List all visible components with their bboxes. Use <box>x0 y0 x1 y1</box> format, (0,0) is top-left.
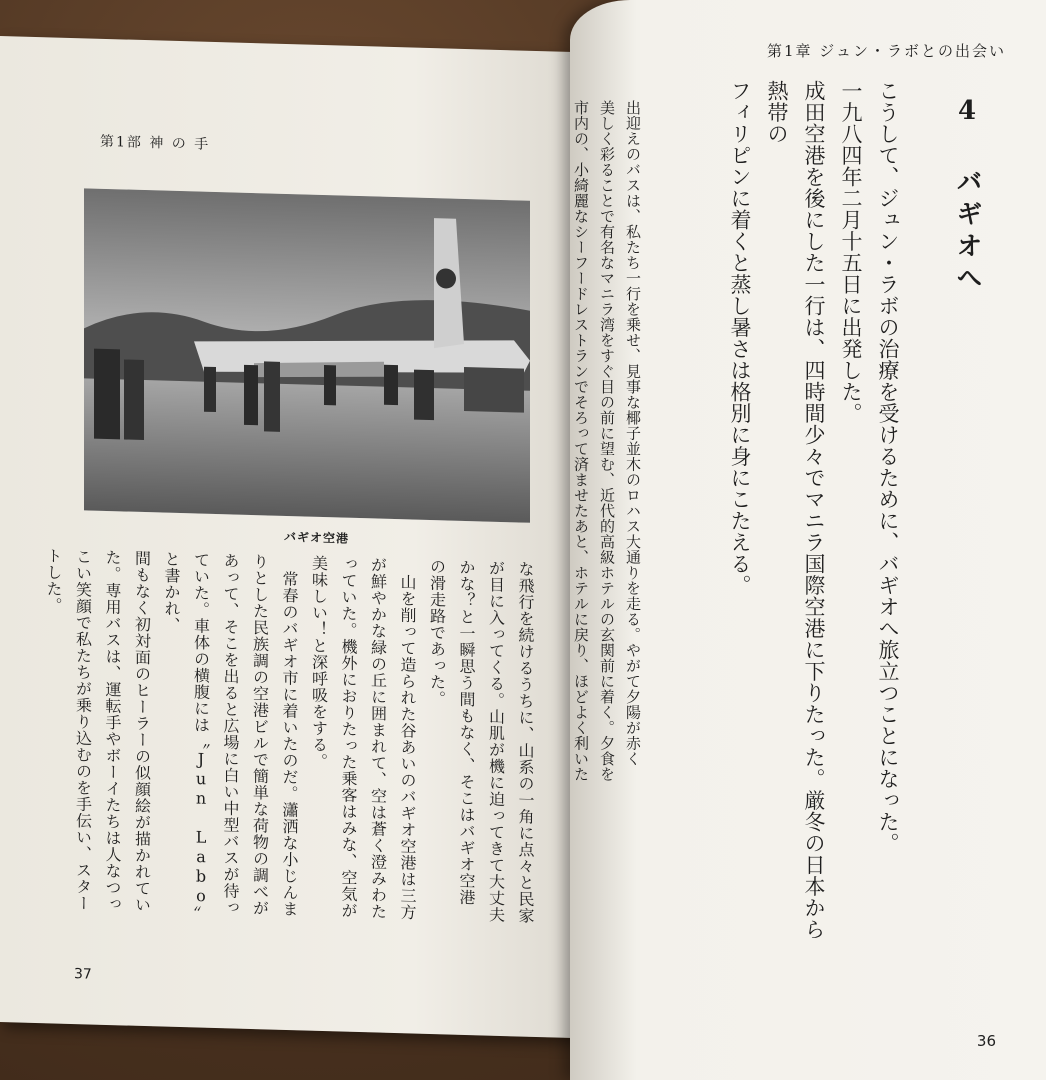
right-body-main: こうして、ジュン・ラボの治療を受けるために、バギオへ旅立つことになった。 一九八四年二月十五日に出発した。 成田空港を後にした一行は、四時間少々でマニラ国際空港に下りたった。厳冬の日本から熱帯の フィリピンに着くと蒸し暑さは格別に身にこたえる。 <box>728 80 900 940</box>
page-number-right: 36 <box>976 1032 996 1050</box>
right-body-secondary: 出迎えのバスは、私たち一行を乗せ、見事な椰子並木のロハス大通りを走る。やがて夕陽が赤く 美しく彩ることで有名なマニラ湾をすぐ目の前に望む、近代的高級ホテルの玄関前に着く。夕食を 市内の、小綺麗なシーフードレストランでそろって済ませたあと、ホテルに戻り、ほどよく利いた <box>572 100 642 782</box>
right-page <box>570 0 1046 1080</box>
section-heading: 4 バギオへ <box>952 96 982 296</box>
running-header-right: 第1章 ジュン・ラボとの出会い <box>766 42 1006 60</box>
page-number-left: 37 <box>74 966 92 983</box>
running-header-left: 第1部 神 の 手 <box>100 133 211 153</box>
photo-caption: バギオ空港 <box>284 529 350 546</box>
left-page <box>0 36 592 1039</box>
airport-photo <box>84 188 530 522</box>
left-body-text: な飛行を続けるうちに、山系の一角に点々と民家 が目に入ってくる。山肌が機に迫ってきて大丈夫 かな？と一瞬思う間もなく、そこはバギオ空港 の滑走路であった。 山を削って造られた谷あいのバギオ空港は三方 が鮮やかな緑の丘に囲まれて、空は蒼く澄みわた っていた。機外におりたった乗客はみな、空気が 美味しい！と深呼吸をする。 常春のバギオ市に着いたのだ。瀟洒な小じんま りとした民族調の空港ビルで簡単な荷物の調べが あって、そこを出ると広場に白い中型バスが待っ ていた。車体の横腹には〝Jun Labo〟と書かれ、 間もなく初対面のヒーラーの似顔絵が描かれてい た。専用バスは、運転手やボーイたちは人なつっ こい笑顔で私たちが乗り込むのを手伝い、スター トした。 <box>44 547 535 924</box>
